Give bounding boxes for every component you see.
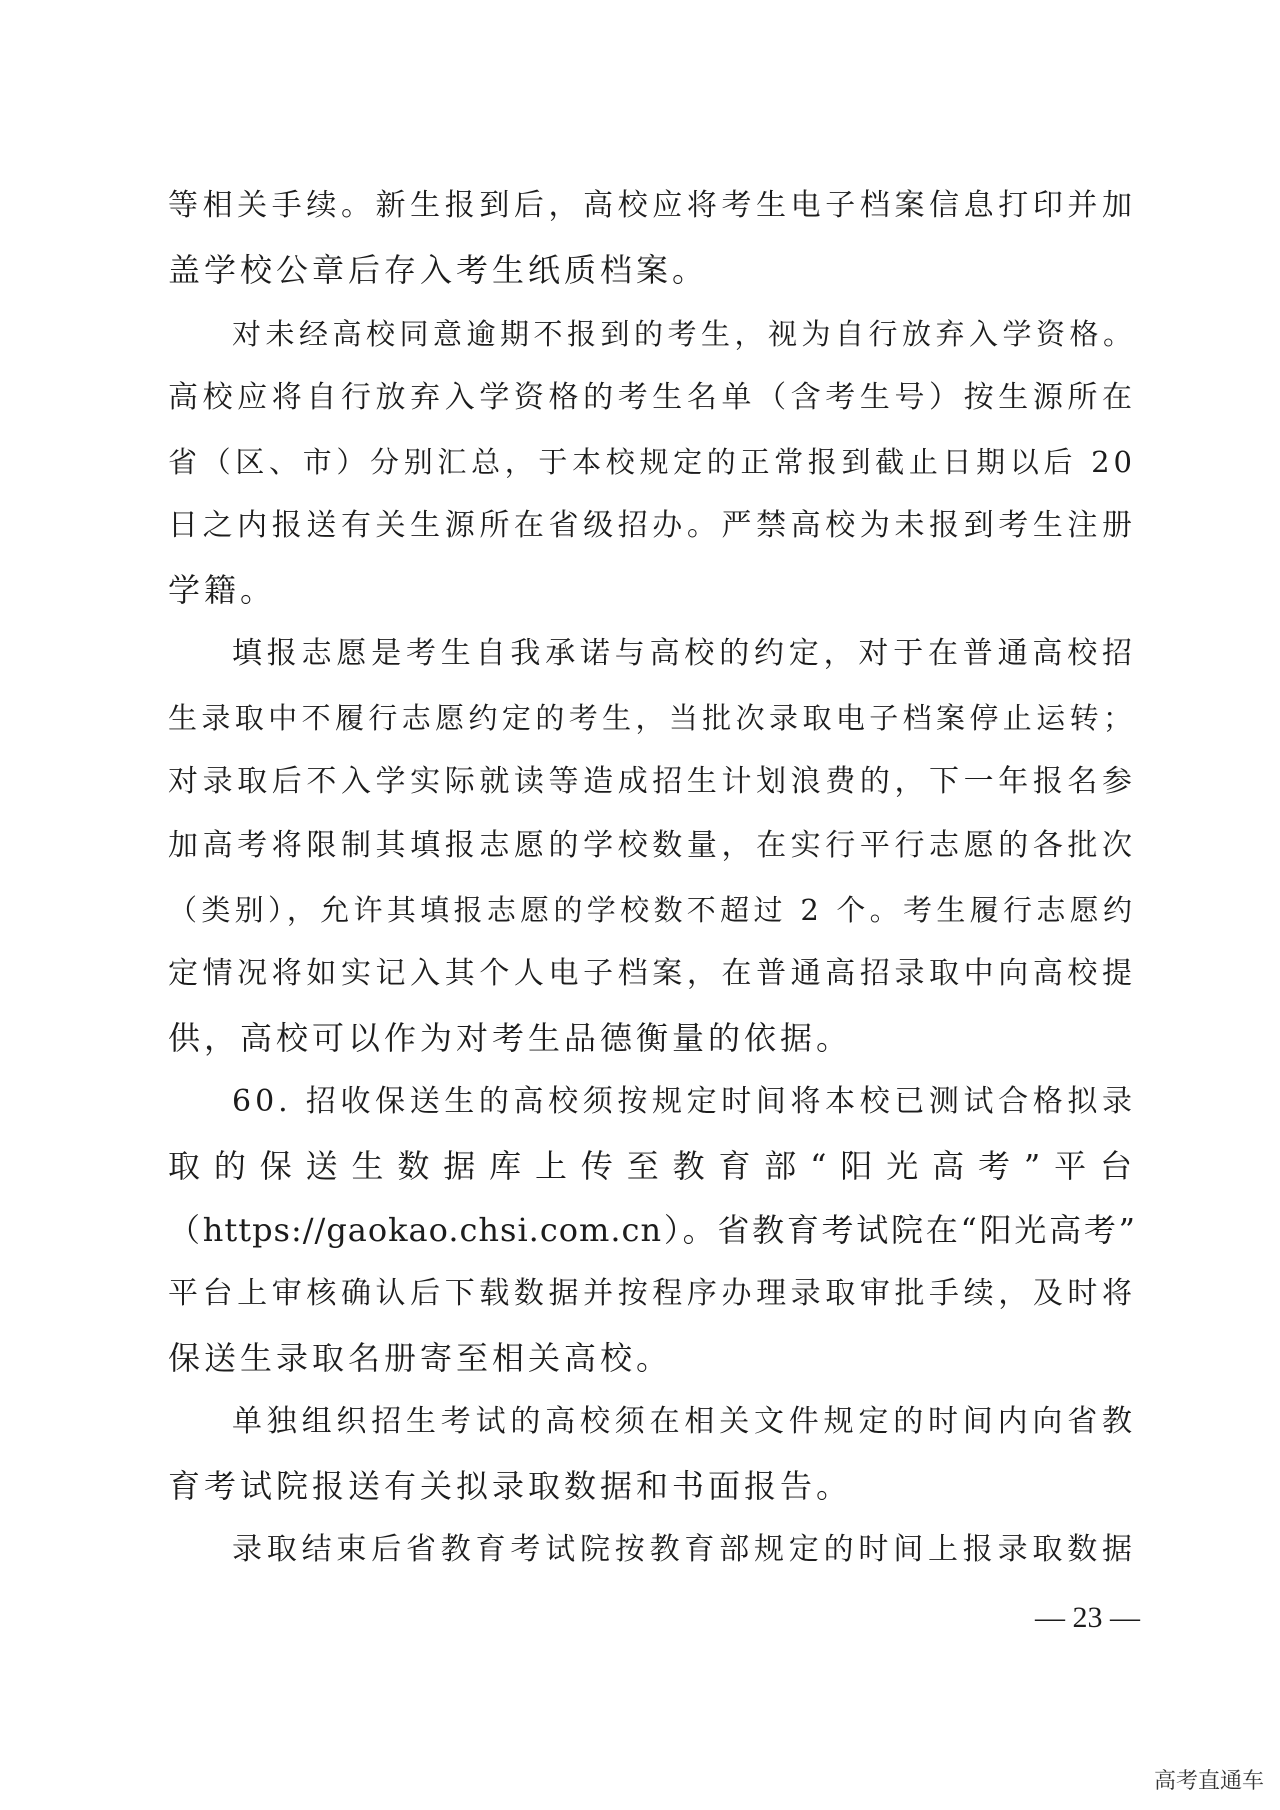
text-line: 平台上审核确认后下载数据并按程序办理录取审批手续，及时将 bbox=[168, 1276, 1136, 1311]
text-line: 对录取后不入学实际就读等造成招生计划浪费的，下一年报名参 bbox=[168, 764, 1136, 799]
text-line: 盖学校公章后存入考生纸质档案。 bbox=[168, 251, 709, 289]
paragraph-enrollment-procedures bbox=[168, 174, 1136, 302]
document-body bbox=[168, 174, 1136, 1582]
text-line: 等相关手续。新生报到后，高校应将考生电子档案信息打印并加 bbox=[168, 188, 1136, 223]
text-line: 录取结束后省教育考试院按教育部规定的时间上报录取数据 bbox=[232, 1532, 1136, 1567]
text-line: 取的保送生数据库上传至教育部“阳光高考”平台 bbox=[168, 1147, 1136, 1185]
text-line: 供，高校可以作为对考生品德衡量的依据。 bbox=[168, 1019, 853, 1057]
watermark-text: 高考直通车 bbox=[1153, 1769, 1264, 1794]
text-line: 加高考将限制其填报志愿的学校数量，在实行平行志愿的各批次 bbox=[168, 828, 1136, 863]
text-line: 填报志愿是考生自我承诺与高校的约定，对于在普通高校招 bbox=[232, 636, 1136, 671]
text-line: 高校应将自行放弃入学资格的考生名单（含考生号）按生源所在 bbox=[168, 380, 1136, 415]
text-line: 60. 招收保送生的高校须按规定时间将本校已测试合格拟录 bbox=[232, 1084, 1136, 1119]
text-line-url: （https://gaokao.chsi.com.cn）。省教育考试院在“阳光高考” bbox=[168, 1211, 1136, 1249]
paragraph-overdue-registration bbox=[168, 302, 1136, 622]
paragraph-data-reporting bbox=[168, 1518, 1136, 1582]
page-number: — 23 — bbox=[1035, 1601, 1140, 1634]
paragraph-independent-exams bbox=[168, 1390, 1136, 1518]
paragraph-section-60 bbox=[168, 1070, 1136, 1390]
text-line: （类别），允许其填报志愿的学校数不超过 2 个。考生履行志愿约 bbox=[168, 893, 1136, 927]
text-line: 育考试院报送有关拟录取数据和书面报告。 bbox=[168, 1467, 853, 1505]
text-line: 单独组织招生考试的高校须在相关文件规定的时间内向省教 bbox=[232, 1404, 1136, 1439]
paragraph-volunteer-commitment bbox=[168, 622, 1136, 1070]
text-line: 生录取中不履行志愿约定的考生，当批次录取电子档案停止运转； bbox=[168, 701, 1136, 735]
text-line: 学籍。 bbox=[168, 571, 277, 609]
text-line: 对未经高校同意逾期不报到的考生，视为自行放弃入学资格。 bbox=[232, 317, 1136, 351]
text-line: 保送生录取名册寄至相关高校。 bbox=[168, 1339, 673, 1377]
text-line: 省（区、市）分别汇总，于本校规定的正常报到截止日期以后 20 bbox=[168, 445, 1136, 479]
text-line: 定情况将如实记入其个人电子档案，在普通高招录取中向高校提 bbox=[168, 956, 1136, 991]
text-line: 日之内报送有关生源所在省级招办。严禁高校为未报到考生注册 bbox=[168, 508, 1136, 543]
